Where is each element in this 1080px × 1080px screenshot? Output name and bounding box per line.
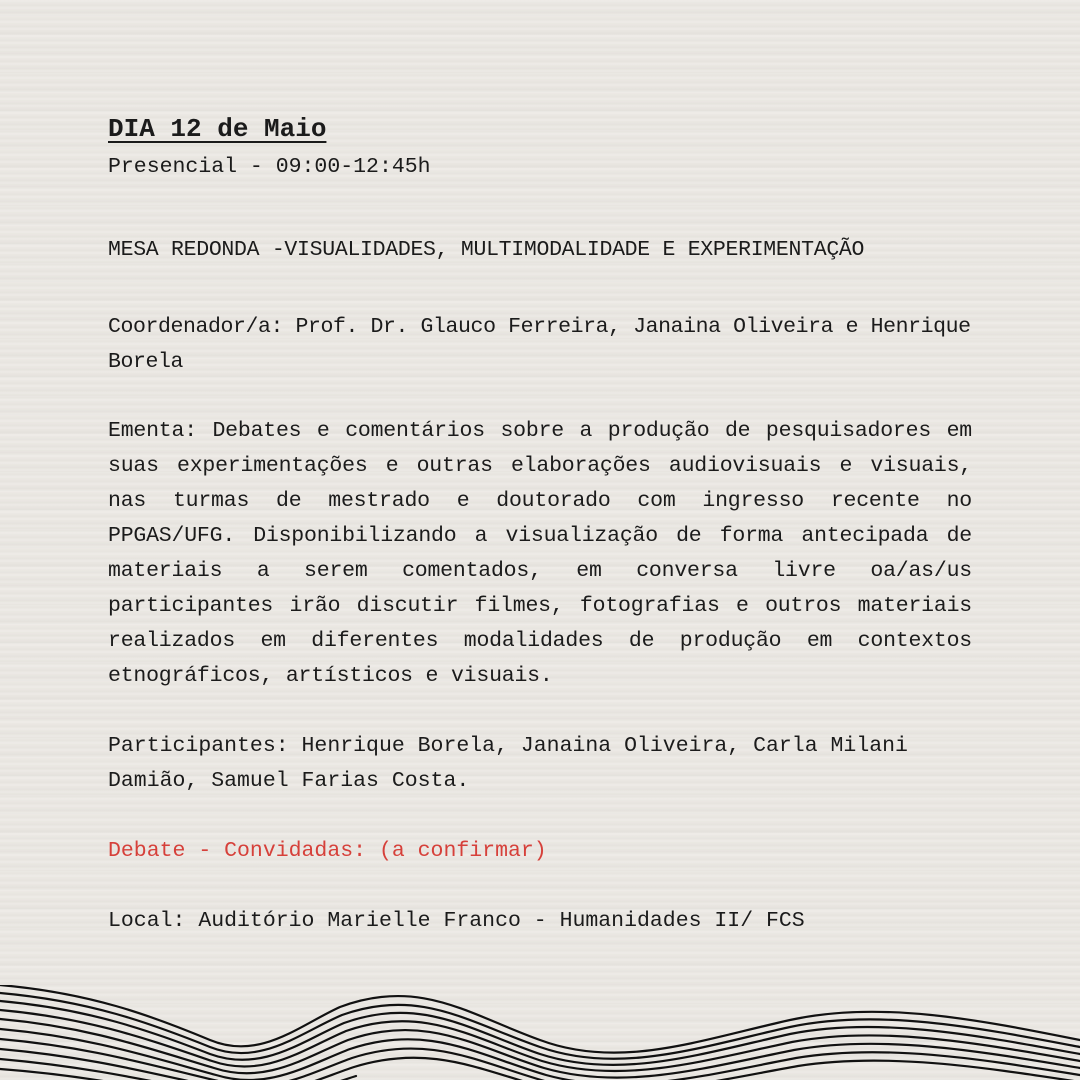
debate-guests: Debate - Convidadas: (a confirmar) bbox=[108, 839, 547, 863]
event-details bbox=[108, 112, 985, 939]
session-title: MESA REDONDA -VISUALIDADES, MULTIMODALIDADE E EXPERIMENTAÇÃO bbox=[108, 238, 865, 262]
date-heading: DIA 12 de Maio bbox=[108, 114, 327, 144]
coordinators: Coordenador/a: Prof. Dr. Glauco Ferreira, Janaina Oliveira e Henrique Borela bbox=[108, 315, 984, 374]
ementa-description: Ementa: Debates e comentários sobre a produção de pesquisadores em suas experimentações e outras elaborações audiovisuais e visuais, nas turmas de mestrado e doutorado com ingresso recente no PPGAS/UFG. Disponibilizando a visualização de forma antecipada de materiais a serem comentados, em conversa livre oa/as/us participantes irão discutir filmes, fotografias e outros materiais realizados em diferentes modalidades de produção em contextos etnográficos, artísticos e visuais. bbox=[108, 419, 985, 688]
wavy-lines-decoration bbox=[0, 985, 1080, 1080]
location: Local: Auditório Marielle Franco - Humanidades II/ FCS bbox=[108, 909, 805, 933]
session-time: Presencial - 09:00-12:45h bbox=[108, 155, 431, 179]
participants: Participantes: Henrique Borela, Janaina Oliveira, Carla Milani Damião, Samuel Farias Costa. bbox=[108, 734, 921, 793]
